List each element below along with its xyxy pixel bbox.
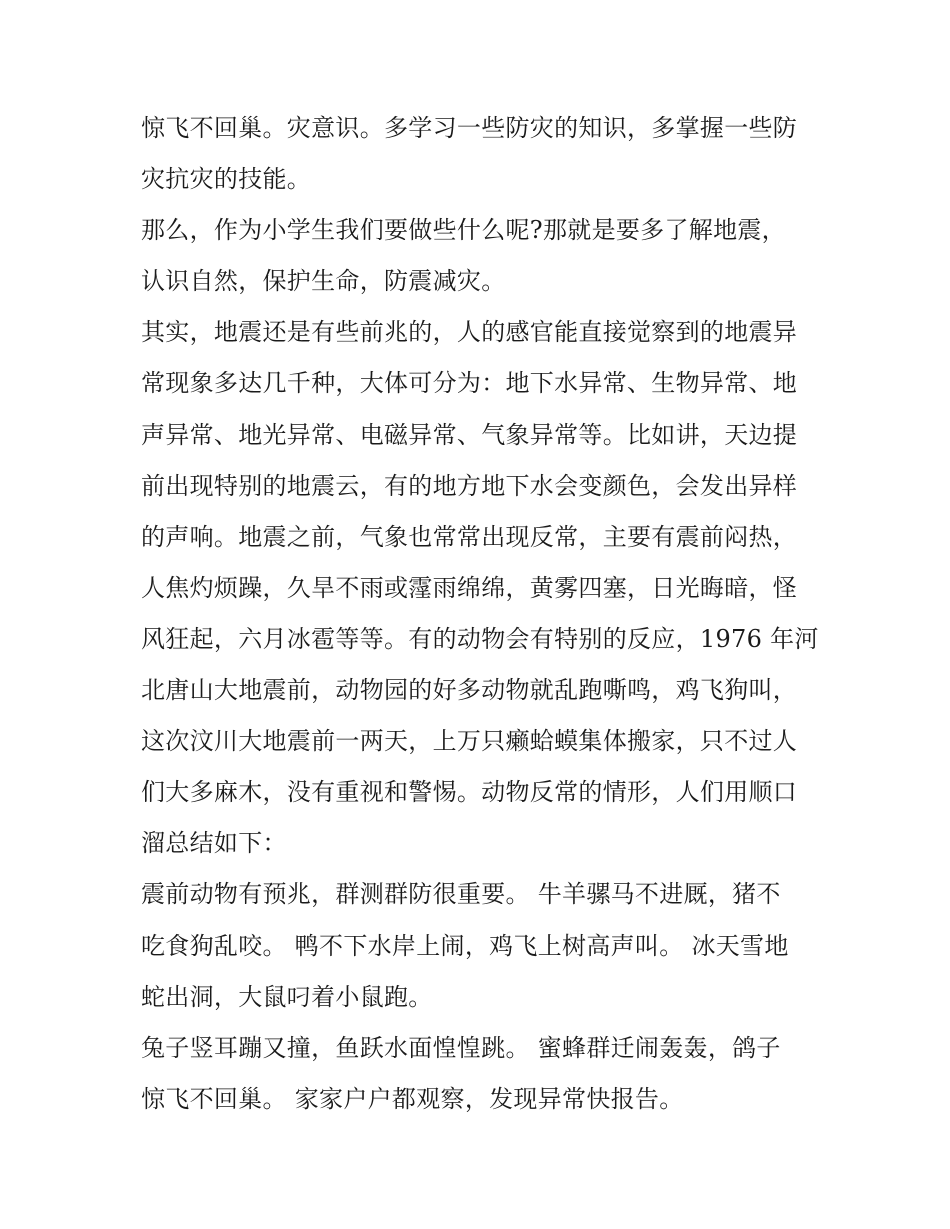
text-line: 认识自然，保护生命，防震减灾。 <box>141 267 506 296</box>
text-line: 其实，地震还是有些前兆的，人的感官能直接觉察到的地震异 <box>141 318 798 347</box>
text-line: 蛇出洞，大鼠叼着小鼠跑。 <box>141 982 433 1011</box>
text-line: 溜总结如下： <box>141 829 287 858</box>
text-line: 兔子竖耳蹦又撞，鱼跃水面惶惶跳。 蜜蜂群迁闹轰轰，鸽子 <box>141 1033 781 1062</box>
text-line: 的声响。地震之前，气象也常常出现反常，主要有震前闷热， <box>141 522 798 551</box>
text-line: 惊飞不回巢。灾意识。多学习一些防灾的知识，多掌握一些防 <box>141 114 798 142</box>
text-line: 那么，作为小学生我们要做些什么呢?那就是要多了解地震， <box>141 216 786 245</box>
text-line: 惊飞不回巢。 家家户户都观察，发现异常快报告。 <box>141 1084 684 1113</box>
body-text <box>141 103 821 1125</box>
text-line: 们大多麻木，没有重视和警惕。动物反常的情形，人们用顺口 <box>141 778 798 807</box>
text-line: 北唐山大地震前，动物园的好多动物就乱跑嘶鸣，鸡飞狗叫， <box>141 676 798 705</box>
text-line: 声异常、地光异常、电磁异常、气象异常等。比如讲，天边提 <box>141 420 798 449</box>
text-line: 常现象多达几千种，大体可分为：地下水异常、生物异常、地 <box>141 369 798 398</box>
text-line: 这次汶川大地震前一两天，上万只癞蛤蟆集体搬家，只不过人 <box>141 727 798 756</box>
text-line: 前出现特别的地震云，有的地方地下水会变颜色，会发出异样 <box>141 471 798 500</box>
text-line: 风狂起，六月冰雹等等。有的动物会有特别的反应，1976 年河 <box>141 624 819 653</box>
text-line: 灾抗灾的技能。 <box>141 165 312 194</box>
text-line: 震前动物有预兆，群测群防很重要。 牛羊骡马不进厩，猪不 <box>141 880 781 909</box>
text-line: 吃食狗乱咬。 鸭不下水岸上闹，鸡飞上树高声叫。 冰天雪地 <box>141 931 789 960</box>
text-line: 人焦灼烦躁，久旱不雨或霪雨绵绵，黄雾四塞，日光晦暗，怪 <box>141 573 798 602</box>
